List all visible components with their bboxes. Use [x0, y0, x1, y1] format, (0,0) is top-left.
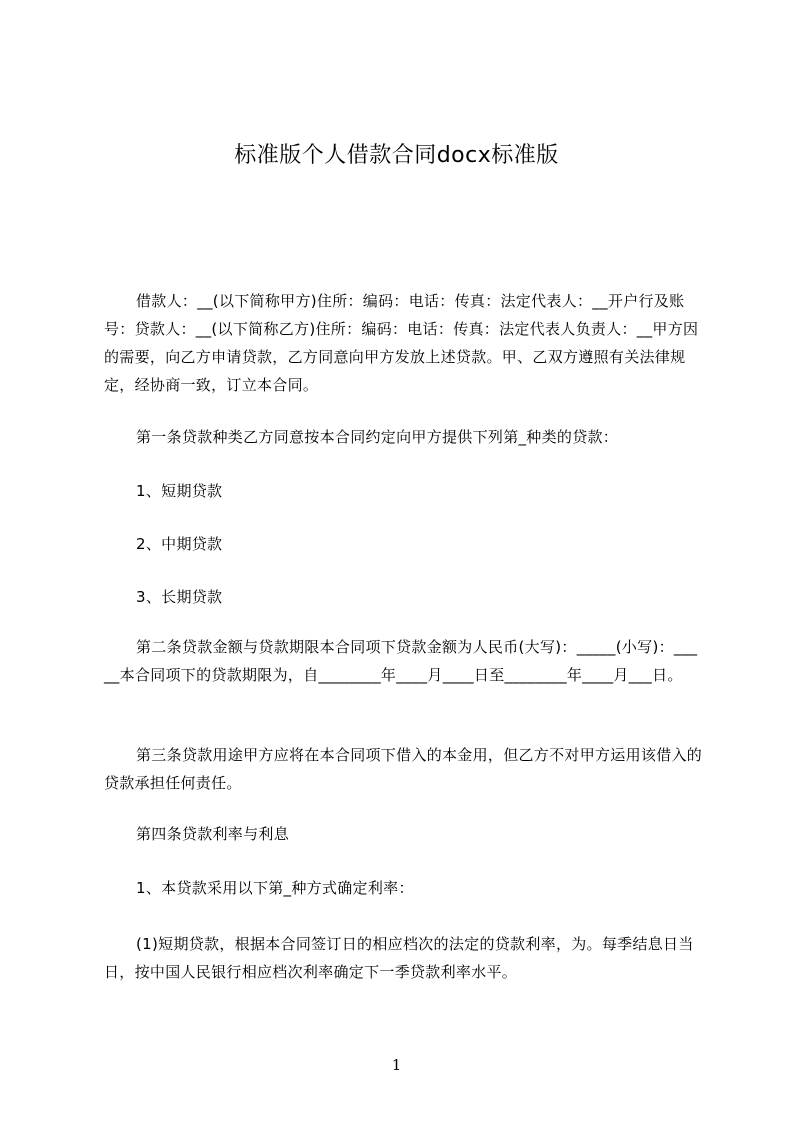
document-title: 标准版个人借款合同docx标准版: [234, 143, 559, 168]
list-item-mid-term: 2、中期贷款: [136, 535, 223, 553]
paragraph-parties: 借款人：__(以下简称甲方)住所：编码：电话：传真：法定代表人：__开户行及账号：贷款人：__(以下简称乙方)住所：编码：电话：传真：法定代表人负责人：__甲方因的需要，向乙方申请贷款，乙方同意向甲方发放上述贷款。甲、乙双方遵照有关法律规定，经协商一致，订立本合同。: [104, 292, 699, 394]
list-item-short-term: 1、短期贷款: [136, 482, 223, 500]
page-number: 1: [391, 1056, 402, 1074]
paragraph-article-3: 第三条贷款用途甲方应将在本合同项下借入的本金用，但乙方不对甲方运用该借入的贷款承担任何责任。: [104, 746, 703, 792]
paragraph-article-2: 第二条贷款金额与贷款期限本合同项下贷款金额为人民币(大写)：_____(小写)：_____本合同项下的贷款期限为，自________年____月____日至________年____月___日。: [104, 638, 698, 684]
paragraph-interest-method: 1、本贷款采用以下第_种方式确定利率：: [136, 879, 414, 897]
paragraph-article-4: 第四条贷款利率与利息: [136, 825, 290, 843]
paragraph-short-term-rate: (1)短期贷款，根据本合同签订日的相应档次的法定的贷款利率，为。每季结息日当日，按中国人民银行相应档次利率确定下一季贷款利率水平。: [104, 935, 694, 981]
list-item-long-term: 3、长期贷款: [136, 588, 223, 606]
paragraph-article-1: 第一条贷款种类乙方同意按本合同约定向甲方提供下列第_种类的贷款：: [136, 428, 619, 446]
